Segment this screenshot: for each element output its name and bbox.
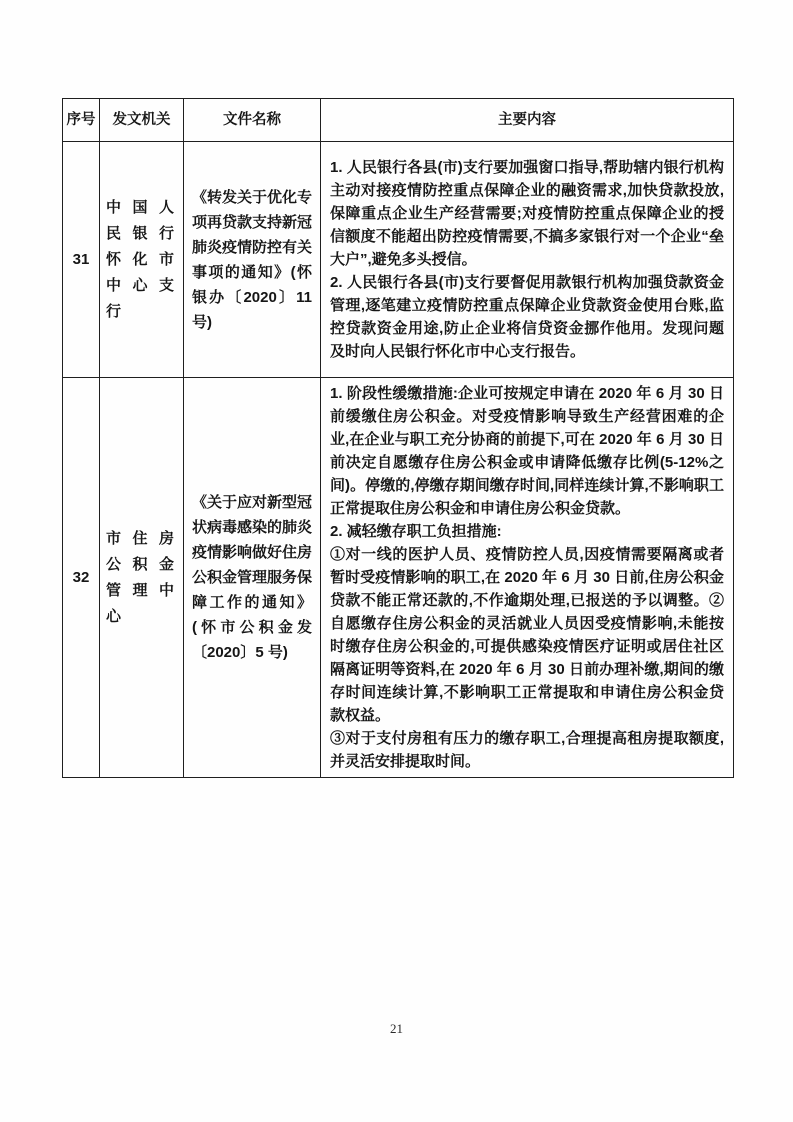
content-paragraph: 1. 阶段性缓缴措施:企业可按规定申请在 2020 年 6 月 30 日前缓缴住房公积金。对受疫情影响导致生产经营困难的企业,在企业与职工充分协商的前提下,可在 2020 年 6 月 30 日前决定自愿缴存住房公积金或申请降低缴存比例(5-12%之间)。停缴的,停缴存期间缴存时间,同样连续计算,不影响职工正常提取住房公积金和申请住房公积金贷款。 <box>330 385 724 517</box>
page-number: 21 <box>390 1021 403 1036</box>
table-header-row <box>63 99 734 142</box>
doc-name-cell: 《关于应对新型冠状病毒感染的肺炎疫情影响做好住房公积金管理服务保障工作的通知》(怀市公积金发〔2020〕5 号) <box>184 378 321 778</box>
column-header-agency: 发文机关 <box>100 99 184 142</box>
agency-cell: 市住房公积金管理中心 <box>100 378 184 778</box>
content-paragraph: 2. 人民银行各县(市)支行要督促用款银行机构加强贷款资金管理,逐笔建立疫情防控重点保障企业贷款资金使用台账,监控贷款资金用途,防止企业将信贷资金挪作他用。发现问题及时向人民银行怀化市中心支行报告。 <box>330 274 724 360</box>
column-header-index: 序号 <box>63 99 100 142</box>
regulations-table <box>62 98 734 778</box>
main-content-cell <box>321 378 734 778</box>
content-paragraph: 2. 减轻缴存职工负担措施: <box>330 523 502 540</box>
row-index-cell: 32 <box>63 378 100 778</box>
content-paragraph: ①对一线的医护人员、疫情防控人员,因疫情需要隔离或者暂时受疫情影响的职工,在 2020 年 6 月 30 日前,住房公积金贷款不能正常还款的,不作逾期处理,已报送的予以调整。②自愿缴存住房公积金的灵活就业人员因受疫情影响,未能按时缴存住房公积金的,可提供感染疫情医疗证明或居住社区隔离证明等资料,在 2020 年 6 月 30 日前办理补缴,期间的缴存时间连续计算,不影响职工正常提取和申请住房公积金贷款权益。 <box>330 546 724 724</box>
agency-cell: 中国人民银行怀化市中心支行 <box>100 142 184 378</box>
main-content-cell <box>321 142 734 378</box>
column-header-doc-name: 文件名称 <box>184 99 321 142</box>
column-header-main-content: 主要内容 <box>321 99 734 142</box>
table-row <box>63 142 734 378</box>
row-index-cell: 31 <box>63 142 100 378</box>
content-paragraph: ③对于支付房租有压力的缴存职工,合理提高租房提取额度,并灵活安排提取时间。 <box>330 730 724 770</box>
table-row <box>63 378 734 778</box>
content-paragraph: 1. 人民银行各县(市)支行要加强窗口指导,帮助辖内银行机构主动对接疫情防控重点保障企业的融资需求,加快贷款投放,保障重点企业生产经营需要;对疫情防控重点保障企业的授信额度不能超出防控疫情需要,不搞多家银行对一个企业“垒大户”,避免多头授信。 <box>330 159 724 268</box>
doc-name-cell: 《转发关于优化专项再贷款支持新冠肺炎疫情防控有关事项的通知》(怀银办〔2020〕11 号) <box>184 142 321 378</box>
